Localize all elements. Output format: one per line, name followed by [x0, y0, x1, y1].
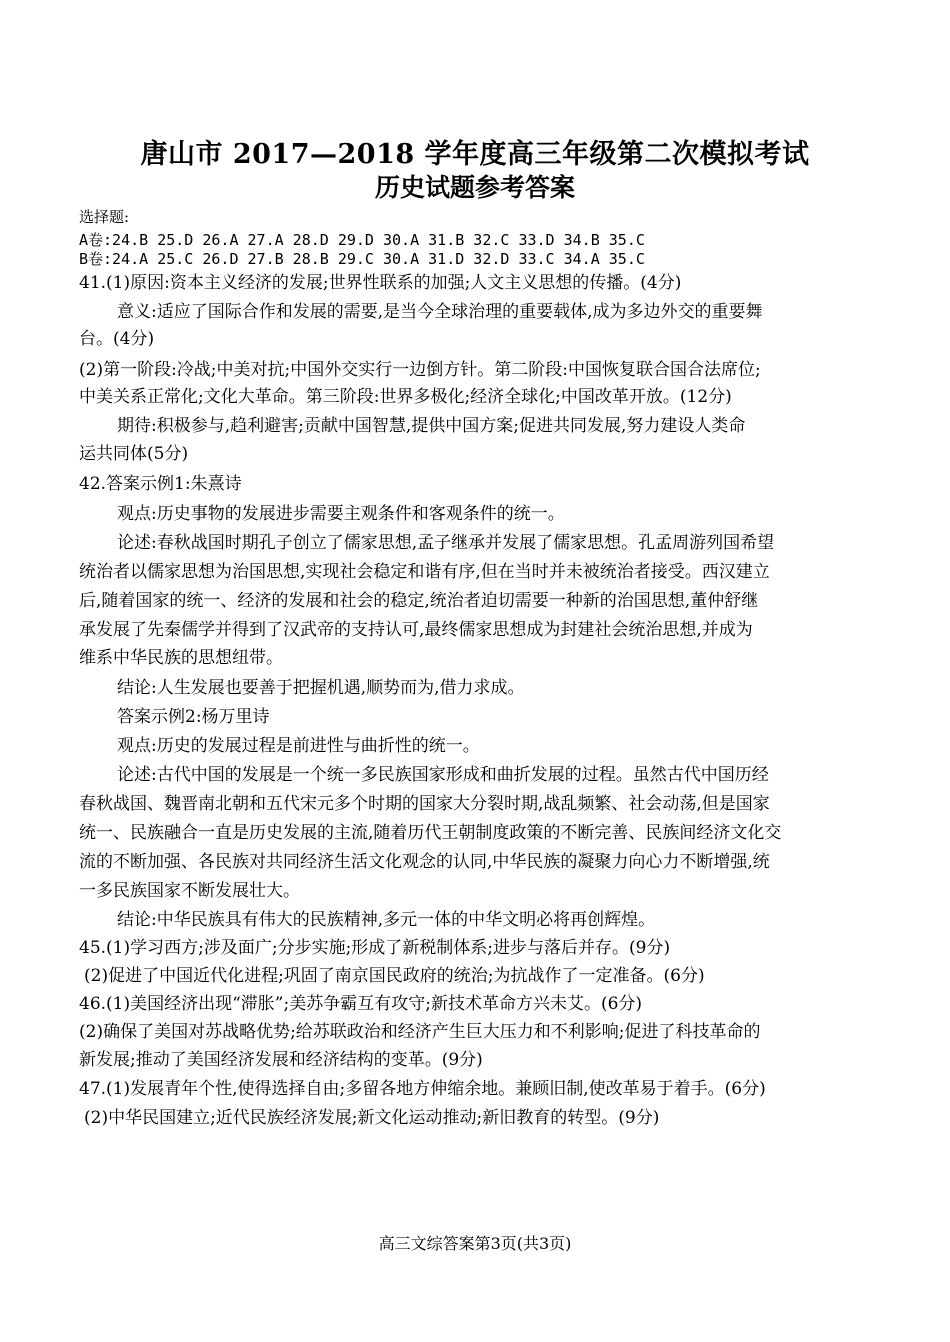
- choice-section-label: 选择题:: [79, 208, 130, 226]
- answer-42-example2-argument-3: 统一、民族融合一直是历史发展的主流,随着历代王朝制度政策的不断完善、民族间经济文化交: [79, 823, 782, 843]
- answer-42-example1-argument-5: 维系中华民族的思想纽带。: [79, 648, 283, 668]
- answer-42-example1-viewpoint: 观点:历史事物的发展进步需要主观条件和客观条件的统一。: [117, 504, 565, 524]
- answer-46-1: 46.(1)美国经济出现“滞胀”;美苏争霸互有攻守;新技术革命方兴未艾。(6分): [79, 994, 643, 1014]
- answer-42-example2-conclusion: 结论:中华民族具有伟大的民族精神,多元一体的中华文明必将再创辉煌。: [117, 910, 656, 930]
- answer-47-2: (2)中华民国建立;近代民族经济发展;新文化运动推动;新旧教育的转型。(9分): [84, 1108, 660, 1128]
- answer-42-example1-argument-3: 后,随着国家的统一、经济的发展和社会的稳定,统治者迫切需要一种新的治国思想,董仲舒继: [79, 591, 759, 611]
- answer-42-example2-argument-2: 春秋战国、魏晋南北朝和五代宋元多个时期的国家大分裂时期,战乱频繁、社会动荡,但是国家: [79, 794, 770, 814]
- answer-41-1: 41.(1)原因:资本主义经济的发展;世界性联系的加强;人文主义思想的传播。(4分): [79, 273, 682, 293]
- answer-42-example2-argument-4: 流的不断加强、各民族对共同经济生活文化观念的认同,中华民族的凝聚力向心力不断增强,统: [79, 852, 770, 872]
- answer-41-expectation-cont: 运共同体(5分): [79, 444, 189, 464]
- answer-42-example1-argument: 论述:春秋战国时期孔子创立了儒家思想,孟子继承并发展了儒家思想。孔孟周游列国希望: [117, 533, 775, 553]
- answer-42-example2-argument: 论述:古代中国的发展是一个统一多民族国家形成和曲折发展的过程。虽然古代中国历经: [117, 765, 769, 785]
- answer-42-example1-conclusion: 结论:人生发展也要善于把握机遇,顺势而为,借力求成。: [117, 678, 525, 698]
- answer-42-example1-argument-2: 统治者以儒家思想为治国思想,实现社会稳定和谐有序,但在当时并未被统治者接受。西汉建立: [79, 562, 770, 582]
- answer-46-2: (2)确保了美国对苏战略优势;给苏联政治和经济产生巨大压力和不利影响;促进了科技革命的: [79, 1022, 761, 1042]
- answer-46-2-cont: 新发展;推动了美国经济发展和经济结构的变革。(9分): [79, 1050, 483, 1070]
- answer-42-example1-heading: 42.答案示例1:朱熹诗: [79, 474, 242, 494]
- document-subtitle: 历史试题参考答案: [374, 173, 575, 202]
- answer-key-a: A卷:24.B 25.D 26.A 27.A 28.D 29.D 30.A 31.B 32.C 33.D 34.B 35.C: [79, 231, 645, 249]
- answer-45-2: (2)促进了中国近代化进程;巩固了南京国民政府的统治;为抗战作了一定准备。(6分): [84, 966, 705, 986]
- answer-41-significance-cont: 台。(4分): [79, 329, 155, 349]
- page-footer: 高三文综答案第3页(共3页): [378, 1234, 572, 1253]
- answer-42-example2-argument-5: 一多民族国家不断发展壮大。: [79, 881, 300, 901]
- answer-41-significance: 意义:适应了国际合作和发展的需要,是当今全球治理的重要载体,成为多边外交的重要舞: [117, 302, 763, 322]
- answer-41-2: (2)第一阶段:冷战;中美对抗;中国外交实行一边倒方针。第二阶段:中国恢复联合国合法席位;: [79, 360, 761, 380]
- answer-key-b: B卷:24.A 25.C 26.D 27.B 28.B 29.C 30.A 31.D 32.D 33.C 34.A 35.C: [79, 250, 645, 268]
- answer-47-1: 47.(1)发展青年个性,使得选择自由;多留各地方伸缩余地。兼顾旧制,使改革易于着手。(6分): [79, 1079, 766, 1099]
- answer-41-expectation: 期待:积极参与,趋利避害;贡献中国智慧,提供中国方案;促进共同发展,努力建设人类命: [117, 416, 746, 436]
- answer-45-1: 45.(1)学习西方;涉及面广;分步实施;形成了新税制体系;进步与落后并存。(9分): [79, 938, 671, 958]
- answer-42-example1-argument-4: 承发展了先秦儒学并得到了汉武帝的支持认可,最终儒家思想成为封建社会统治思想,并成为: [79, 620, 753, 640]
- answer-42-example2-heading: 答案示例2:杨万里诗: [117, 707, 270, 727]
- answer-42-example2-viewpoint: 观点:历史的发展过程是前进性与曲折性的统一。: [117, 736, 480, 756]
- answer-41-2-cont: 中美关系正常化;文化大革命。第三阶段:世界多极化;经济全球化;中国改革开放。(12分): [79, 387, 732, 407]
- document-title: 唐山市 2017—2018 学年度高三年级第二次模拟考试: [140, 139, 810, 170]
